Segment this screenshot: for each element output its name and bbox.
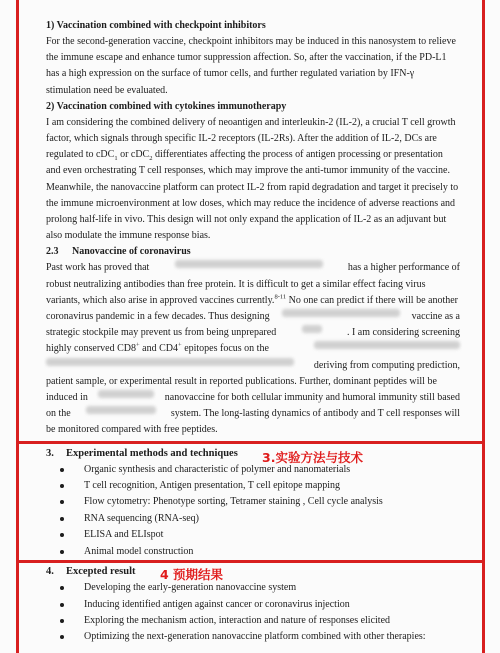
- paragraph-line: be monitored compared with free peptides.: [46, 424, 218, 436]
- paragraph-line: and even orchestrating T cell responses, which may improve the anti-tumor immunity of the vaccine.: [46, 165, 450, 177]
- bullet-icon: [60, 603, 64, 607]
- section-heading-expected-result: 4. Excepted result: [46, 566, 136, 578]
- paragraph-line: on the system. The long-lasting dynamics of antibody and T cell responses will: [46, 408, 460, 420]
- paragraph-line: also modulate the immune response bias.: [46, 230, 211, 242]
- bullet-icon: [60, 586, 64, 590]
- bullet-icon: [60, 468, 64, 472]
- paragraph-line: For the second-generation vaccine, checkpoint inhibitors may be induced in this nanosystem to relieve: [46, 36, 456, 47]
- paragraph-line: I am considering the combined delivery of neoantigen and interleukin-2 (IL-2), a crucial T cell growth: [46, 116, 456, 128]
- redacted-text: [98, 390, 154, 398]
- annotation-right-border: [482, 0, 485, 653]
- paragraph-line: coronavirus pandemic in a few decades. Thus designing vaccine as a: [46, 311, 460, 323]
- section-heading-coronavirus: 2.3 Nanovaccine of coronavirus: [46, 246, 191, 258]
- list-item: Organic synthesis and characteristic of polymer and nanomaterials: [46, 462, 460, 478]
- paragraph-line: induced in nanovaccine for both cellular immunity and humoral immunity still based: [46, 392, 460, 404]
- methods-list: [46, 462, 460, 560]
- bullet-icon: [60, 517, 64, 521]
- paragraph-line: variants, which also arise in approved vaccines currently.$^{8-11}$ No one can predict if there will be another: [46, 293, 458, 306]
- list-item: Optimizing the next-generation nanovaccine platform combined with other therapies:: [46, 629, 460, 645]
- list-item: T cell recognition, Antigen presentation, T cell epitope mapping: [46, 478, 460, 494]
- paragraph-line: has a high expression on the surface of tumor cells, and further regulated variation by IFN-γ: [46, 68, 415, 80]
- annotation-label-section-3: 3.实验方法与技术: [262, 450, 363, 465]
- list-item: Developing the early-generation nanovaccine system: [46, 580, 460, 596]
- paragraph-line: the immune microenvironment at low doses, which may reduce the incidence of adverse reactions and: [46, 197, 456, 209]
- redacted-text: [46, 358, 294, 366]
- paragraph-line: patient sample, or experimental result in reported publications. Further, dominant peptides will be: [46, 375, 437, 387]
- list-item: RNA sequencing (RNA-seq): [46, 511, 460, 527]
- document-body: [46, 18, 460, 646]
- subsection-heading-checkpoint: 1) Vaccination combined with checkpoint inhibitors: [46, 20, 266, 31]
- paragraph-line: robust neutralizing antibodies than free protein. It is difficult to get a similar effect facing virus: [46, 278, 426, 290]
- paragraph-line: the immune escape and enhance tumor suppression affection. So, after the vaccination, if the PD-L1: [46, 52, 447, 64]
- bullet-icon: [60, 533, 64, 537]
- paragraph-line: deriving from computing prediction,: [46, 358, 460, 374]
- paragraph-line: highly conserved CD8+ and CD4+ epitopes focus on the: [46, 341, 460, 357]
- paragraph-line: Meanwhile, the nanovaccine platform can protect IL-2 from rapid degradation and target it precisely to: [46, 181, 459, 193]
- list-item: Inducing identified antigen against cancer or coronavirus injection: [46, 597, 460, 613]
- list-item: ELISA and ELIspot: [46, 527, 460, 543]
- subsection-heading-cytokines: 2) Vaccination combined with cytokines immunotherapy: [46, 100, 287, 112]
- redacted-text: [86, 406, 156, 414]
- redacted-text: [314, 341, 460, 349]
- list-item: Exploring the mechanism action, interaction and nature of responses elicited: [46, 613, 460, 629]
- annotation-label-section-4: 4 预期结果: [160, 567, 224, 582]
- bullet-icon: [60, 619, 64, 623]
- paragraph-line: stimulation need be evaluated.: [46, 84, 168, 96]
- bullet-icon: [60, 550, 64, 554]
- redacted-text: [302, 325, 322, 333]
- paragraph-line: strategic stockpile may prevent us from being unprepared . I am considering screening: [46, 327, 460, 339]
- list-item: Flow cytometry: Phenotype sorting, Tetramer staining , Cell cycle analysis: [46, 494, 460, 510]
- paragraph-line: Past work has proved that has a higher performance of: [46, 262, 460, 274]
- paragraph-line: prolong half-life in vivo. This design will not only expand the application of IL-2 as an adjuvant but: [46, 214, 447, 226]
- paragraph-line: regulated to cDC$_1$ or cDC$_2$ differentiates affecting the process of antigen processing or presentation: [46, 149, 443, 163]
- bullet-icon: [60, 500, 64, 504]
- bullet-icon: [60, 484, 64, 488]
- redacted-text: [282, 309, 400, 317]
- annotation-left-border: [16, 0, 19, 653]
- section-heading-methods: 3. Experimental methods and techniques: [46, 447, 238, 459]
- paragraph-line: factor, which signals through specific IL-2 receptors (IL-2Rs). After the addition of IL-2, DCs are: [46, 133, 437, 145]
- redacted-text: [175, 260, 323, 268]
- list-item: Animal model construction: [46, 544, 460, 560]
- bullet-icon: [60, 635, 64, 639]
- expected-result-list: [46, 580, 460, 646]
